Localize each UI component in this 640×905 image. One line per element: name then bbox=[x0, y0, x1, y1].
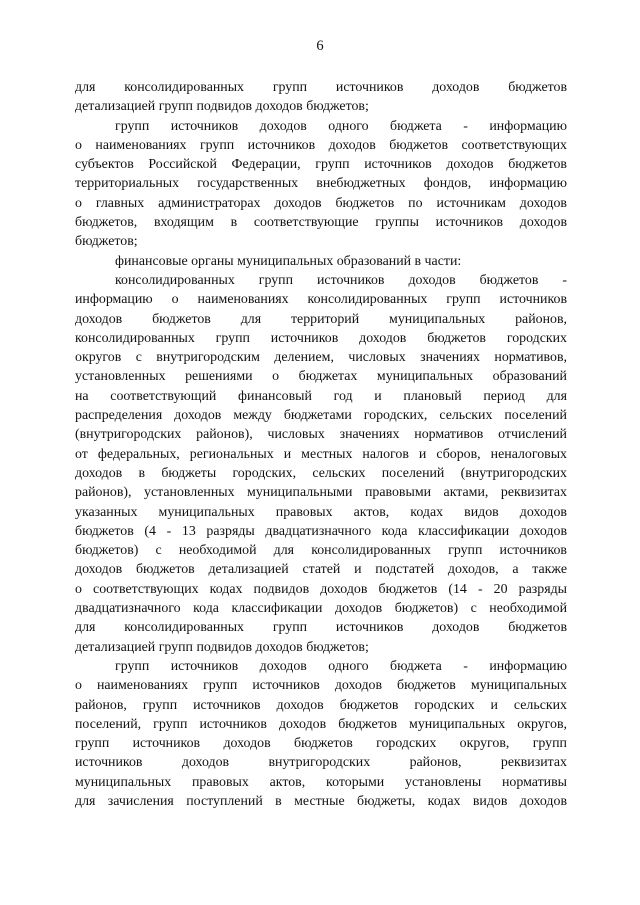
text-line: для консолидированных групп источников доходов бюджетов bbox=[75, 80, 567, 95]
text-line: районов), установленных муниципальными правовыми актами, реквизитах bbox=[75, 485, 567, 501]
text-line: групп источников доходов одного бюджета - информацию bbox=[115, 658, 567, 674]
text-line: доходов в бюджеты городских, сельских поселений (внутригородских bbox=[75, 465, 567, 481]
text-line: о наименованиях групп источников доходов бюджетов муниципальных bbox=[75, 678, 567, 694]
text-line: о соответствующих кодах подвидов доходов бюджетов (14 - 20 разряды bbox=[75, 581, 567, 597]
text-line: доходов бюджетов для территорий муниципальных районов, bbox=[75, 311, 567, 327]
document-body bbox=[75, 78, 567, 811]
text-line: муниципальных правовых актов, которыми установлены нормативы bbox=[75, 774, 567, 790]
page-number: 6 bbox=[316, 38, 324, 54]
text-line: групп источников доходов бюджетов городских округов, групп bbox=[75, 736, 567, 752]
text-line: детализацией групп подвидов доходов бюджетов; bbox=[75, 639, 369, 655]
text-line: для зачисления поступлений в местные бюджеты, кодах видов доходов bbox=[75, 793, 567, 809]
text-line: групп источников доходов одного бюджета - информацию bbox=[115, 118, 567, 134]
text-line: распределения доходов между бюджетами городских, сельских поселений bbox=[75, 408, 567, 424]
text-line: указанных муниципальных правовых актов, кодах видов доходов bbox=[75, 504, 567, 520]
text-line: территориальных государственных внебюджетных фондов, информацию bbox=[75, 176, 567, 192]
text-line: финансовые органы муниципальных образований в части: bbox=[115, 253, 462, 269]
text-line: консолидированных групп источников доходов бюджетов - bbox=[115, 272, 567, 288]
text-line: источников доходов внутригородских районов, реквизитах bbox=[75, 755, 567, 771]
text-line: о главных администраторах доходов бюджетов по источникам доходов bbox=[75, 195, 567, 211]
text-line: установленных решениями о бюджетах муниципальных образований bbox=[75, 369, 567, 385]
text-line: субъектов Российской Федерации, групп источников доходов бюджетов bbox=[75, 157, 567, 173]
text-line: на соответствующий финансовый год и плановый период для bbox=[75, 388, 567, 404]
text-line: консолидированных групп источников доходов бюджетов городских bbox=[75, 330, 567, 346]
text-line: информацию о наименованиях консолидированных групп источников bbox=[75, 292, 567, 308]
text-line: от федеральных, региональных и местных налогов и сборов, неналоговых bbox=[75, 446, 567, 462]
text-line: двадцатизначного кода классификации доходов бюджетов) с необходимой bbox=[75, 601, 567, 617]
text-line: районов, групп источников доходов бюджетов городских и сельских bbox=[75, 697, 567, 713]
text-line: о наименованиях групп источников доходов бюджетов соответствующих bbox=[75, 137, 567, 153]
text-line: для консолидированных групп источников доходов бюджетов bbox=[75, 620, 567, 636]
text-line: (внутригородских районов), числовых значениях нормативов отчислений bbox=[75, 427, 567, 443]
text-line: поселений, групп источников доходов бюджетов муниципальных округов, bbox=[75, 716, 567, 732]
text-line: бюджетов; bbox=[75, 234, 138, 250]
text-line: детализацией групп подвидов доходов бюджетов; bbox=[75, 99, 369, 115]
text-line: доходов бюджетов детализацией статей и подстатей доходов, а также bbox=[75, 562, 567, 578]
text-line: бюджетов, входящим в соответствующие группы источников доходов bbox=[75, 215, 567, 231]
text-line: бюджетов (4 - 13 разряды двадцатизначного кода классификации доходов bbox=[75, 523, 567, 539]
text-line: округов с внутригородским делением, числовых значениях нормативов, bbox=[75, 350, 567, 366]
text-line: бюджетов) с необходимой для консолидированных групп источников bbox=[75, 543, 567, 559]
